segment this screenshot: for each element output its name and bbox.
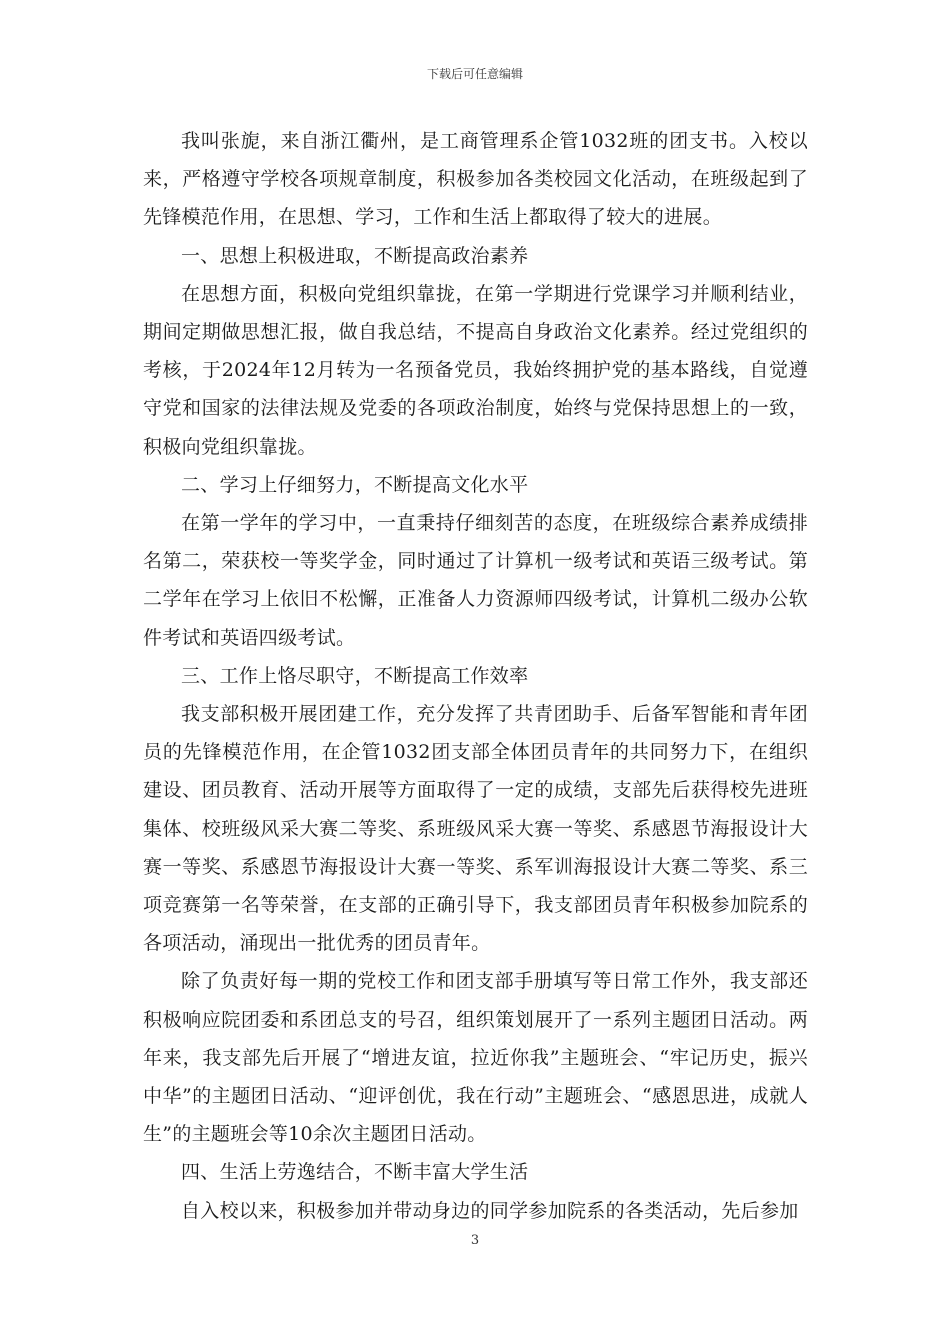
page-header: 下载后可任意编辑 [426, 67, 523, 81]
study-paragraph: 在第一学年的学习中，一直秉持仔细刻苦的态度，在班级综合素养成绩排名第二，荣获校一等奖学金，同时通过了计算机一级考试和英语三级考试。第二学年在学习上依旧不松懈，正准备人力资源师四级考试，计算机二级办公软件考试和英语四级考试。 [143, 512, 808, 649]
section-heading-study: 二、学习上仔细努力，不断提高文化水平 [181, 473, 529, 496]
life-paragraph: 自入校以来，积极参加并带动身边的同学参加院系的各类活动，先后参加 [181, 1199, 799, 1222]
document-body [143, 122, 808, 1230]
page-number: 3 [470, 1233, 480, 1248]
ideology-paragraph: 在思想方面，积极向党组织靠拢，在第一学期进行党课学习并顺利结业，期间定期做思想汇报，做自我总结，不提高自身政治文化素养。经过党组织的考核，于2024年12月转为一名预备党员，我始终拥护党的基本路线，自觉遵守党和国家的法律法规及党委的各项政治制度，始终与党保持思想上的一致，积极向党组织靠拢。 [143, 282, 808, 458]
activities-paragraph: 除了负责好每一期的党校工作和团支部手册填写等日常工作外，我支部还积极响应院团委和系团总支的号召，组织策划展开了一系列主题团日活动。两年来，我支部先后开展了“增进友谊，拉近你我”主题班会、“牢记历史，振兴中华”的主题团日活动、“迎评创优，我在行动”主题班会、“感恩思进，成就人生”的主题班会等10余次主题团日活动。 [143, 970, 808, 1146]
work-paragraph: 我支部积极开展团建工作，充分发挥了共青团助手、后备军智能和青年团员的先锋模范作用，在企管1032团支部全体团员青年的共同努力下，在组织建设、团员教育、活动开展等方面取得了一定的成绩，支部先后获得校先进班集体、校班级风采大赛二等奖、系班级风采大赛一等奖、系感恩节海报设计大赛一等奖、系感恩节海报设计大赛一等奖、系军训海报设计大赛二等奖、系三项竞赛第一名等荣誉，在支部的正确引导下，我支部团员青年积极参加院系的各项活动，涌现出一批优秀的团员青年。 [143, 703, 808, 955]
section-heading-ideology: 一、思想上积极进取，不断提高政治素养 [181, 244, 529, 267]
intro-paragraph: 我叫张旎，来自浙江衢州，是工商管理系企管1032班的团支书。入校以来，严格遵守学校各项规章制度，积极参加各类校园文化活动，在班级起到了先锋模范作用，在思想、学习，工作和生活上都取得了较大的进展。 [143, 130, 808, 229]
section-heading-life: 四、生活上劳逸结合，不断丰富大学生活 [181, 1161, 529, 1184]
section-heading-work: 三、工作上恪尽职守，不断提高工作效率 [181, 664, 529, 687]
